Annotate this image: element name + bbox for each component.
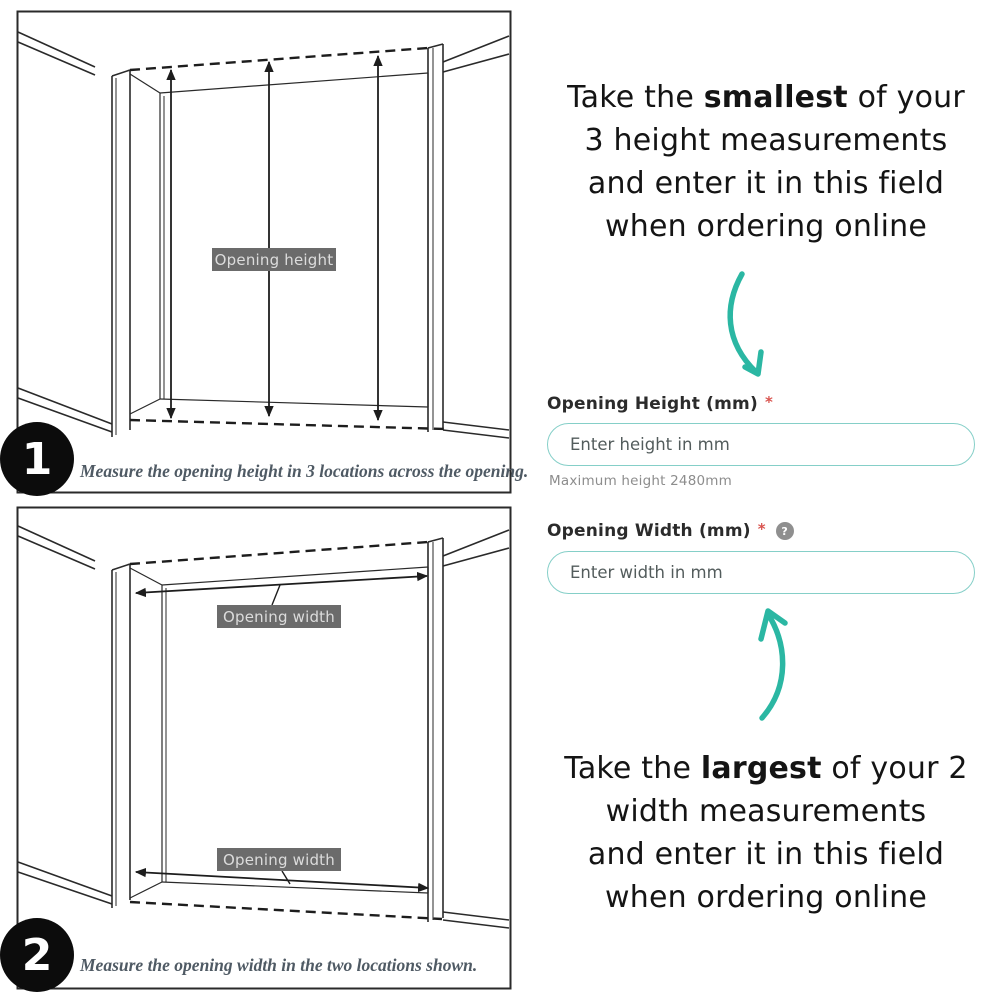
diagram-opening-width <box>16 506 512 990</box>
instruction-line: 3 height measurements <box>584 123 948 158</box>
instruction-bold-word: smallest <box>703 80 848 115</box>
instruction-text: Take the <box>564 751 701 786</box>
help-icon[interactable]: ? <box>776 522 794 540</box>
step-2-badge: 2 <box>0 918 74 992</box>
height-instruction-text <box>520 76 1000 248</box>
opening-width-label: Opening Width (mm) <box>547 521 751 541</box>
opening-width-tag-bottom: Opening width <box>217 848 341 871</box>
curved-arrow-down-icon <box>705 262 795 392</box>
curved-arrow-up-icon <box>730 598 820 738</box>
instruction-text: of your 2 <box>821 751 968 786</box>
opening-height-tag: Opening height <box>212 248 336 271</box>
opening-width-input[interactable] <box>547 551 975 594</box>
required-asterisk: * <box>757 520 766 538</box>
instruction-line: and enter it in this field <box>587 837 945 872</box>
instruction-line: when ordering online <box>605 209 927 244</box>
step-1-badge: 1 <box>0 422 74 496</box>
instruction-line: when ordering online <box>605 880 927 915</box>
instruction-line <box>520 747 1000 790</box>
max-height-helper: Maximum height 2480mm <box>549 473 732 489</box>
diagram1-caption: Measure the opening height in 3 locations across the opening. <box>80 461 529 481</box>
opening-height-input[interactable] <box>547 423 975 466</box>
instruction-text: of your <box>847 80 965 115</box>
opening-width-label-row <box>547 521 794 541</box>
required-asterisk: * <box>764 393 773 411</box>
instruction-bold-word: largest <box>700 751 822 786</box>
opening-height-label-row <box>547 394 773 414</box>
opening-width-line-drawing <box>16 506 512 990</box>
instruction-line: width measurements <box>605 794 927 829</box>
opening-width-tag-top: Opening width <box>217 605 341 628</box>
instruction-line <box>520 76 1000 119</box>
width-instruction-text <box>520 747 1000 919</box>
opening-height-label: Opening Height (mm) <box>547 394 758 414</box>
instruction-text: Take the <box>567 80 704 115</box>
instruction-line: and enter it in this field <box>587 166 945 201</box>
diagram2-caption: Measure the opening width in the two locations shown. <box>80 955 478 975</box>
diagram-opening-height <box>16 10 529 494</box>
